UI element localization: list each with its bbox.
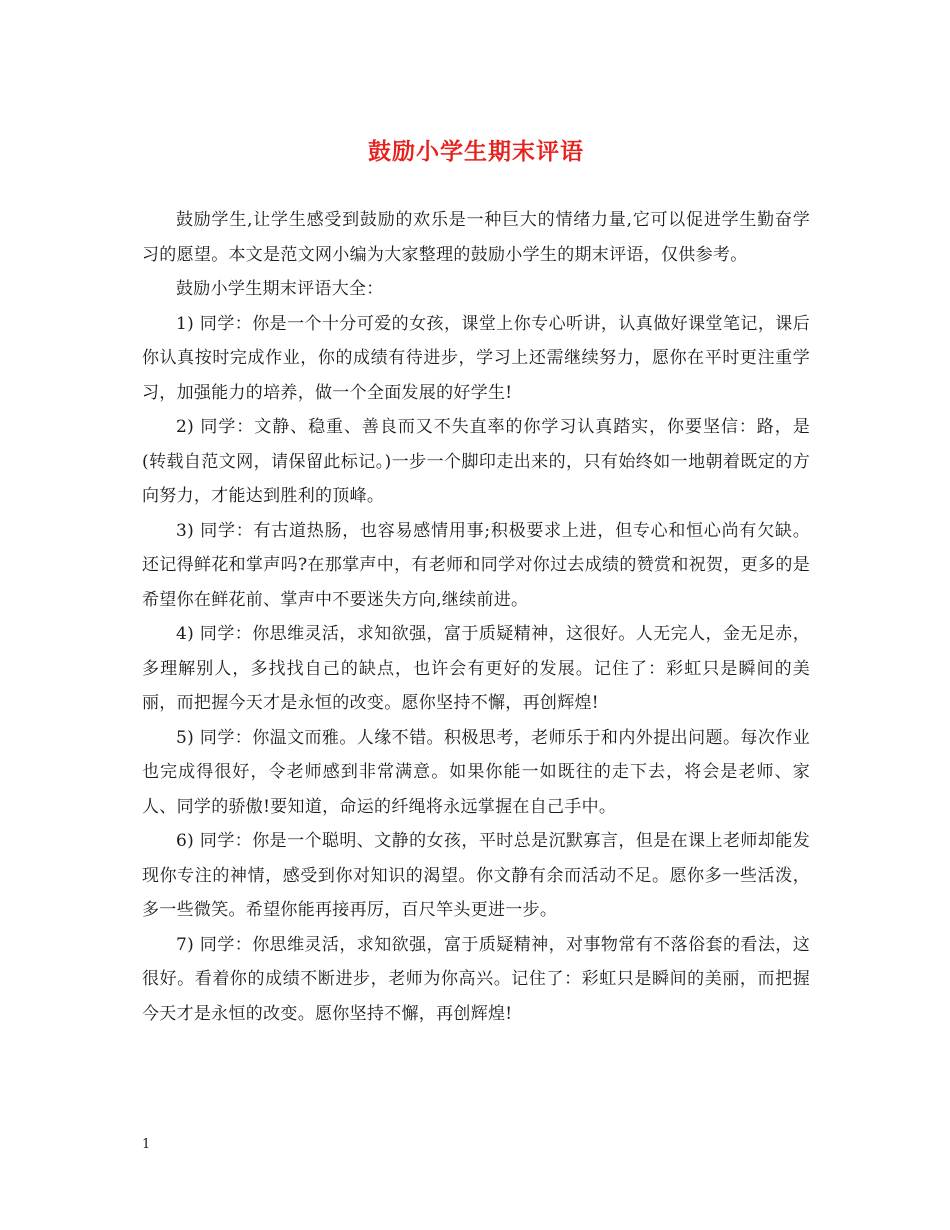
document-body — [142, 203, 810, 1031]
page-number: 1 — [142, 1137, 151, 1152]
comment-paragraph-3: 3) 同学：有古道热肠，也容易感情用事;积极要求上进，但专心和恒心尚有欠缺。还记得鲜花和掌声吗?在那掌声中，有老师和同学对你过去成绩的赞赏和祝贺，更多的是希望你在鲜花前、掌声中不要迷失方向,继续前进。 — [142, 520, 810, 610]
comment-paragraph-6: 6) 同学：你是一个聪明、文静的女孩，平时总是沉默寡言，但是在课上老师却能发现你专注的神情，感受到你对知识的渴望。你文静有余而活动不足。愿你多一些活泼，多一些微笑。希望你能再接再厉，百尺竿头更进一步。 — [142, 831, 810, 920]
intro-paragraph: 鼓励学生,让学生感受到鼓励的欢乐是一种巨大的情绪力量,它可以促进学生勤奋学习的愿望。本文是范文网小编为大家整理的鼓励小学生的期末评语，仅供参考。 — [142, 210, 810, 265]
comment-paragraph-2: 2) 同学：文静、稳重、善良而又不失直率的你学习认真踏实，你要坚信：路，是(转载自范文网，请保留此标记。)一步一个脚印走出来的，只有始终如一地朝着既定的方向努力，才能达到胜利的顶峰。 — [142, 417, 810, 506]
section-heading: 鼓励小学生期末评语大全： — [176, 279, 384, 299]
comment-paragraph-5: 5) 同学：你温文而雅。人缘不错。积极思考，老师乐于和内外提出问题。每次作业也完成得很好，令老师感到非常满意。如果你能一如既往的走下去，将会是老师、家人、同学的骄傲!要知道，命运的纤绳将永远掌握在自己手中。 — [142, 727, 810, 817]
comment-paragraph-4: 4) 同学：你思维灵活，求知欲强，富于质疑精神，这很好。人无完人，金无足赤，多理解别人，多找找自己的缺点，也许会有更好的发展。记住了：彩虹只是瞬间的美丽，而把握今天才是永恒的改变。愿你坚持不懈，再创辉煌! — [142, 624, 810, 713]
comment-paragraph-1: 1) 同学：你是一个十分可爱的女孩，课堂上你专心听讲，认真做好课堂笔记，课后你认真按时完成作业，你的成绩有待进步，学习上还需继续努力，愿你在平时更注重学习，加强能力的培养，做一个全面发展的好学生! — [142, 313, 810, 403]
comment-paragraph-7: 7) 同学：你思维灵活，求知欲强，富于质疑精神，对事物常有不落俗套的看法，这很好。看着你的成绩不断进步，老师为你高兴。记住了：彩虹只是瞬间的美丽，而把握今天才是永恒的改变。愿你坚持不懈，再创辉煌! — [142, 934, 810, 1024]
document-page — [142, 0, 810, 1230]
document-title: 鼓励小学生期末评语 — [368, 138, 584, 165]
